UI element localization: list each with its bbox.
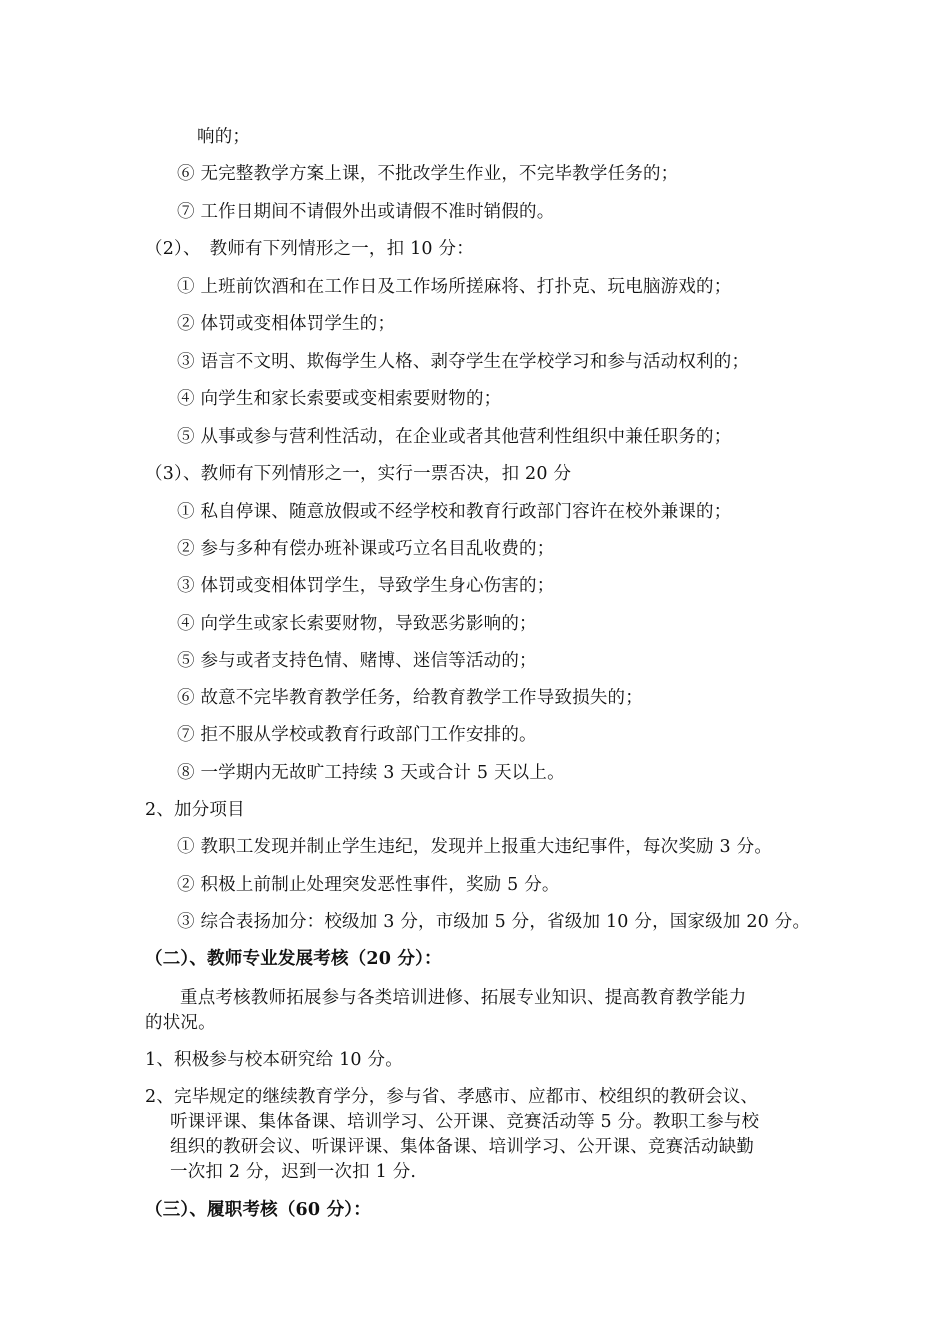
section-heading: （2）、 教师有下列情形之一，扣 10 分： <box>145 239 474 259</box>
text-line: ⑤ 参与或者支持色情、赌博、迷信等活动的； <box>177 651 537 671</box>
text-line: ④ 向学生或家长索要财物，导致恶劣影响的； <box>177 614 537 634</box>
text-line: ① 教职工发现并制止学生违纪，发现并上报重大违纪事件，每次奖励 3 分。 <box>177 837 773 857</box>
text-line: 1、积极参与校本研究给 10 分。 <box>145 1050 403 1070</box>
section-heading: （3）、教师有下列情形之一，实行一票否决，扣 20 分 <box>145 464 572 484</box>
text-line: 听课评课、集体备课、培训学习、公开课、竞赛活动等 5 分。教职工参与校 <box>170 1112 760 1132</box>
text-line: ⑦ 拒不服从学校或教育行政部门工作安排的。 <box>177 725 537 745</box>
text-line: ③ 综合表扬加分：校级加 3 分，市级加 5 分，省级加 10 分，国家级加 20 分。 <box>177 912 811 932</box>
text-line: ② 参与多种有偿办班补课或巧立名目乱收费的； <box>177 539 555 559</box>
text-line: ⑦ 工作日期间不请假外出或请假不准时销假的。 <box>177 202 555 222</box>
section-heading-bold: （二）、教师专业发展考核（20 分）： <box>145 949 442 969</box>
text-line: 2、完毕规定的继续教育学分，参与省、孝感市、应都市、校组织的教研会议、 <box>145 1087 759 1107</box>
text-line: ② 体罚或变相体罚学生的； <box>177 314 396 334</box>
text-line: ⑤ 从事或参与营利性活动，在企业或者其他营利性组织中兼任职务的； <box>177 427 732 447</box>
text-line: ③ 语言不文明、欺侮学生人格、剥夺学生在学校学习和参与活动权利的； <box>177 352 750 372</box>
text-line: 的状况。 <box>145 1013 216 1033</box>
section-heading: 2、加分项目 <box>145 800 245 820</box>
text-line: 响的； <box>197 127 251 147</box>
text-line: ① 上班前饮酒和在工作日及工作场所搓麻将、打扑克、玩电脑游戏的； <box>177 277 732 297</box>
text-line: 组织的教研会议、听课评课、集体备课、培训学习、公开课、竞赛活动缺勤 <box>170 1137 755 1157</box>
text-line: ⑧ 一学期内无故旷工持续 3 天或合计 5 天以上。 <box>177 763 565 783</box>
text-line: ① 私自停课、随意放假或不经学校和教育行政部门容许在校外兼课的； <box>177 502 732 522</box>
section-heading-bold: （三）、履职考核（60 分）： <box>145 1200 371 1220</box>
text-line: ③ 体罚或变相体罚学生，导致学生身心伤害的； <box>177 576 555 596</box>
text-line: ② 积极上前制止处理突发恶性事件，奖励 5 分。 <box>177 875 560 895</box>
text-line: 重点考核教师拓展参与各类培训进修、拓展专业知识、提高教育教学能力 <box>180 988 747 1008</box>
text-line: ④ 向学生和家长索要或变相索要财物的； <box>177 389 502 409</box>
text-line: 一次扣 2 分，迟到一次扣 1 分. <box>170 1162 417 1182</box>
text-line: ⑥ 故意不完毕教育教学任务，给教育教学工作导致损失的； <box>177 688 643 708</box>
text-line: ⑥ 无完整教学方案上课，不批改学生作业，不完毕教学任务的； <box>177 164 679 184</box>
